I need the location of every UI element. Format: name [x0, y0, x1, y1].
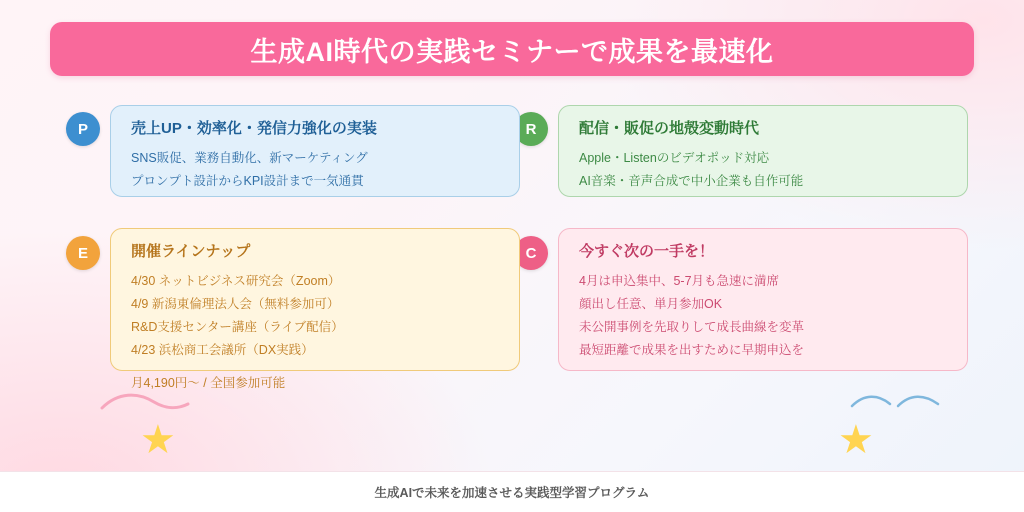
- swoosh-right-icon: [850, 390, 940, 416]
- card-e-line-4: 4/23 浜松商工会議所（DX実践）: [131, 343, 314, 358]
- card-c-line-1: 4月は申込集中、5-7月も急速に満席: [579, 274, 780, 288]
- badge-e: [66, 236, 100, 270]
- card-e-line-2: 4/9 新潟東倫理法人会（無料参加可）: [131, 297, 340, 312]
- card-c: [558, 228, 968, 371]
- card-e-spacer: [131, 363, 501, 372]
- card-e-title: 開催ラインナップ: [131, 243, 251, 260]
- card-c-title: 今すぐ次の一手を！: [579, 243, 715, 260]
- card-c-line-3: 未公開事例を先取りして成長曲線を変革: [579, 320, 805, 335]
- card-c-line-2: 顔出し任意、単月参加OK: [579, 297, 723, 312]
- title-banner: [50, 22, 974, 76]
- card-p-line-1: SNS販促、業務自動化、新マーケティング: [131, 151, 368, 165]
- card-p: [110, 105, 520, 197]
- badge-p-label: P: [77, 120, 88, 138]
- card-c-line-4: 最短距離で成果を出すために早期申込を: [579, 343, 805, 358]
- card-p-line-2: プロンプト設計からKPI設計まで一気通貫: [131, 174, 364, 189]
- card-r-line-1: Apple・Listenのビデオポッド対応: [579, 151, 770, 165]
- card-e-line-1: 4/30 ネットビジネス研究会（Zoom）: [131, 274, 341, 288]
- card-e-line-3: R&D支援センター講座（ライブ配信）: [131, 320, 344, 335]
- card-r-title: 配信・販促の地殻変動時代: [579, 120, 760, 137]
- page-title: 生成AI時代の実践セミナーで成果を最速化: [250, 36, 774, 67]
- star-left-icon: ★: [140, 418, 176, 462]
- star-right-icon: ★: [838, 418, 874, 462]
- badge-c-label: C: [525, 244, 537, 262]
- badge-e-label: E: [77, 244, 88, 262]
- card-p-title: 売上UP・効率化・発信力強化の実装: [131, 120, 377, 137]
- footer-text: 生成AIで未来を加速させる実践型学習プログラム: [374, 486, 650, 500]
- card-e-note: 月4,190円〜 / 全国参加可能: [131, 375, 286, 390]
- card-e: [110, 228, 520, 390]
- badge-p: [66, 112, 100, 146]
- card-r: [558, 105, 968, 197]
- footer-bar: [0, 471, 1024, 512]
- card-r-line-2: AI音楽・音声合成で中小企業も自作可能: [579, 174, 804, 189]
- badge-r-label: R: [525, 120, 537, 138]
